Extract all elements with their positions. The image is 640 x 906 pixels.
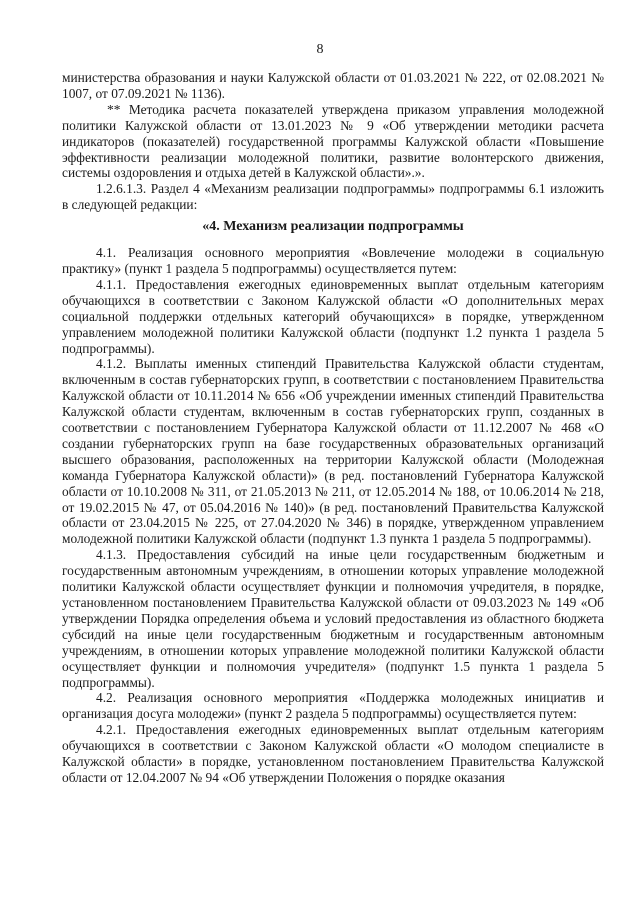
paragraph-4-2-1: 4.2.1. Предоставления ежегодных единовременных выплат отдельным категориям обучающихся в соответствии с Законом Калужской области «О молодом специалисте в Калужской области» в порядке, установленном постановлением Правительства Калужской области от 12.04.2007 № 94 «Об утверждении Положения о порядке оказания (62, 722, 604, 785)
paragraph-4-1-1: 4.1.1. Предоставления ежегодных единовременных выплат отдельным категориям обучающихся в соответствии с Законом Калужской области «О дополнительных мерах социальной поддержки отдельных категорий обучающихся» в порядке, утвержденном управлением молодежной политики Калужской области (подпункт 1.2 пункта 1 раздела 5 подпрограммы). (62, 276, 604, 356)
page-number: 8 (316, 42, 324, 57)
paragraph-4-2: 4.2. Реализация основного мероприятия «Поддержка молодежных инициатив и организация досуга молодежи» (пункт 2 раздела 5 подпрограммы) осуществляется путем: (62, 690, 604, 722)
section-heading: «4. Механизм реализации подпрограммы (202, 219, 464, 235)
document-body (62, 70, 604, 786)
paragraph-amendment: 1.2.6.1.3. Раздел 4 «Механизм реализации подпрограммы» подпрограммы 6.1 изложить в следующей редакции: (62, 181, 604, 213)
paragraph-4-1-3: 4.1.3. Предоставления субсидий на иные цели государственным бюджетным и государственным автономным учреждениям, в отношении которых управление молодежной политики Калужской области осуществляет функции и полномочия учредителя, в порядке, установленном постановлением Правительства Калужской области от 09.03.2023 № 149 «Об утверждении Порядка определения объема и условий предоставления из областного бюджета субсидий на иные цели государственным бюджетным и государственным автономным учреждениям, в отношении которых управление молодежной политики Калужской области осуществляет функции и полномочия учредителя» (подпункт 1.5 пункта 1 раздела 5 подпрограммы). (62, 547, 604, 690)
paragraph-4-1: 4.1. Реализация основного мероприятия «Вовлечение молодежи в социальную практику» (пункт 1 раздела 5 подпрограммы) осуществляется путем: (62, 245, 604, 276)
paragraph-footnote: ** Методика расчета показателей утверждена приказом управления молодежной политики Калужской области от 13.01.2023 № 9 «Об утверждении методики расчета индикаторов (показателей) государственной программы Калужской области «Повышение эффективности реализации молодежной политики, развитие волонтерского движения, системы оздоровления и отдыха детей в Калужской области».». (62, 101, 604, 181)
paragraph-4-1-2: 4.1.2. Выплаты именных стипендий Правительства Калужской области студентам, включенным в состав губернаторских групп, в соответствии с постановлением Правительства Калужской области от 10.11.2014 № 656 «Об учреждении именных стипендий Правительства Калужской области студентам, включенным в состав губернаторских групп, созданных в соответствии с постановлением Губернатора Калужской области от 11.12.2007 № 468 «О создании губернаторских групп на базе государственных образовательных организаций высшего образования, расположенных на территории Калужской области (Молодежная команда Губернатора Калужской области)» (в ред. постановлений Губернатора Калужской области от 10.10.2008 № 311, от 21.05.2013 № 211, от 12.05.2014 № 188, от 10.06.2014 № 218, от 19.02.2015 № 47, от 05.04.2016 № 140)» (в ред. постановлений Правительства Калужской области от 23.04.2015 № 225, от 27.04.2020 № 346) в порядке, утвержденном управлением молодежной политики Калужской области (подпункт 1.3 пункта 1 раздела 5 подпрограммы). (62, 356, 604, 547)
paragraph-continuation: министерства образования и науки Калужской области от 01.03.2021 № 222, от 02.08.2021 № 1007, от 07.09.2021 № 1136). (62, 70, 604, 101)
